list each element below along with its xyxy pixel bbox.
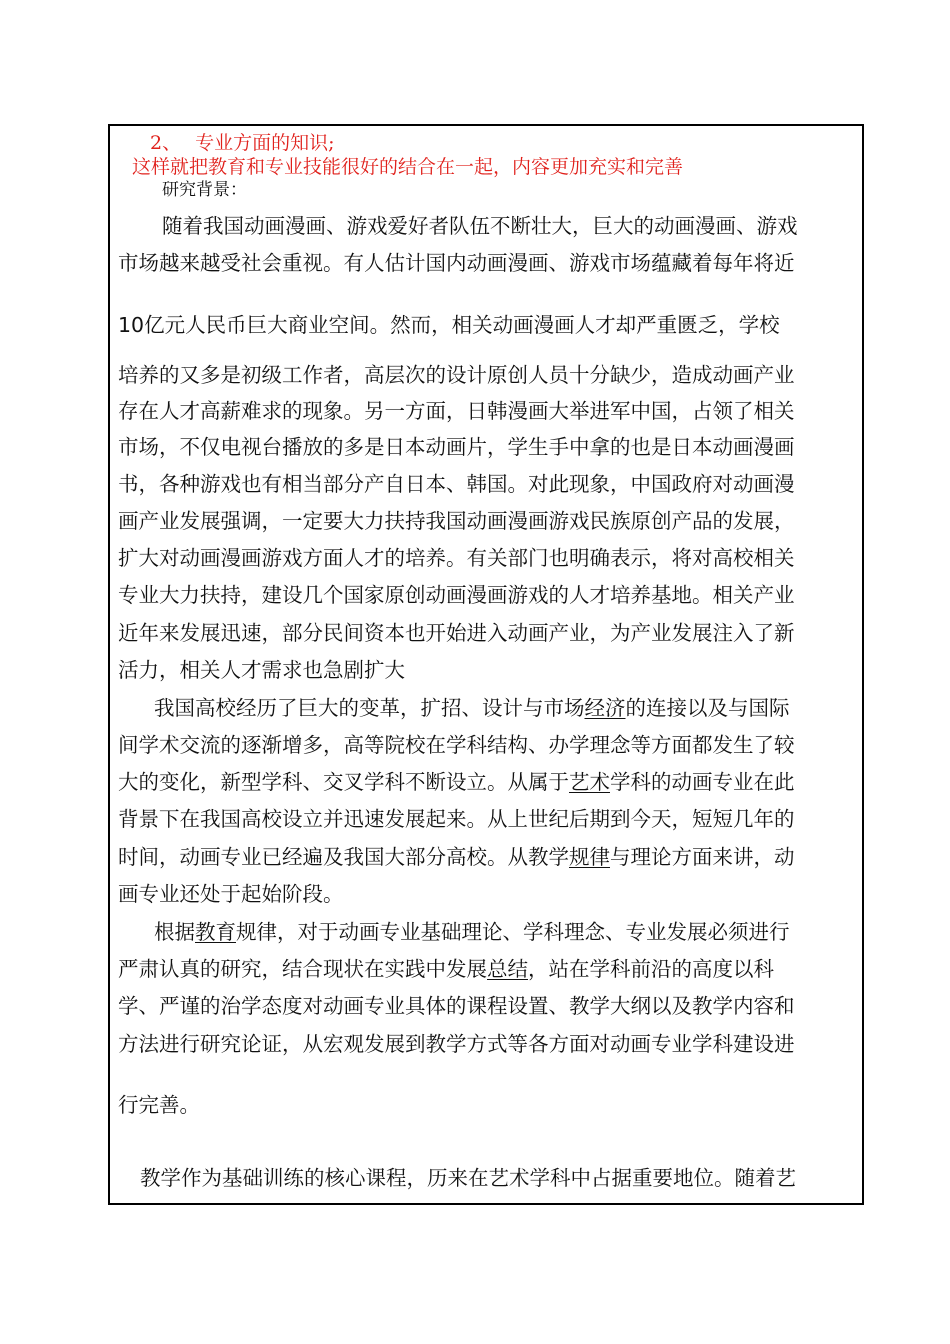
p1-line-3 (118, 312, 780, 338)
link-rules[interactable]: 规律 (569, 845, 610, 869)
p1-line-4: 培养的又多是初级工作者，高层次的设计原创人员十分缺少，造成动画产业 (118, 363, 795, 387)
p4-line-1: 教学作为基础训练的核心课程，历来在艺术学科中占据重要地位。随着艺 (140, 1166, 796, 1190)
p1-line-2: 市场越来越受社会重视。有人估计国内动画漫画、游戏市场蕴藏着每年将近 (118, 251, 795, 275)
p3-line-1: 根据教育规律，对于动画专业基础理论、学科理念、专业发展必须进行 (154, 920, 790, 944)
p1-number: 10 (118, 313, 145, 337)
p1-line-10: 专业大力扶持，建设几个国家原创动画漫画游戏的人才培养基地。相关产业 (118, 583, 795, 607)
section-label: 研究背景： (162, 180, 247, 200)
p2-line-1: 我国高校经历了巨大的变革，扩招、设计与市场经济的连接以及与国际 (154, 696, 790, 720)
p1-line-7: 书，各种游戏也有相当部分产自日本、韩国。对此现象，中国政府对动画漫 (118, 472, 795, 496)
p2-line-6: 画专业还处于起始阶段。 (118, 882, 344, 906)
list-item-2 (150, 130, 335, 156)
link-summary[interactable]: 总结 (487, 957, 528, 981)
p1-line-6: 市场，不仅电视台播放的多是日本动画片，学生手中拿的也是日本动画漫画 (118, 435, 795, 459)
p1-line-9: 扩大对动画漫画游戏方面人才的培养。有关部门也明确表示，将对高校相关 (118, 546, 795, 570)
p1-line-1: 随着我国动画漫画、游戏爱好者队伍不断壮大，巨大的动画漫画、游戏 (162, 214, 798, 238)
link-economy[interactable]: 经济 (584, 696, 626, 720)
p2-line-5: 时间，动画专业已经遍及我国大部分高校。从教学规律与理论方面来讲，动 (118, 845, 795, 869)
p1-line-5: 存在人才高薪难求的现象。另一方面，日韩漫画大举进军中国，占领了相关 (118, 399, 795, 423)
p1-line-3-text: 亿元人民币巨大商业空间。然而，相关动画漫画人才却严重匮乏，学校 (144, 313, 780, 337)
link-art[interactable]: 艺术 (569, 770, 610, 794)
p2-line-2: 间学术交流的逐渐增多，高等院校在学科结构、办学理念等方面都发生了较 (118, 733, 795, 757)
document-frame (108, 124, 864, 1205)
p1-line-11: 近年来发展迅速，部分民间资本也开始进入动画产业，为产业发展注入了新 (118, 621, 795, 645)
p3-line-4: 方法进行研究论证，从宏观发展到教学方式等各方面对动画专业学科建设进 (118, 1032, 795, 1056)
list-text: 专业方面的知识; (195, 132, 335, 154)
list-number: 2、 (150, 132, 182, 154)
summary-line: 这样就把教育和专业技能很好的结合在一起，内容更加充实和完善 (132, 156, 684, 178)
p3-line-2: 严肃认真的研究，结合现状在实践中发展总结，站在学科前沿的高度以科 (118, 957, 774, 981)
p3-line-3: 学、严谨的治学态度对动画专业具体的课程设置、教学大纲以及教学内容和 (118, 994, 795, 1018)
p2-line-4: 背景下在我国高校设立并迅速发展起来。从上世纪后期到今天，短短几年的 (118, 807, 795, 831)
p1-line-12: 活力，相关人才需求也急剧扩大 (118, 658, 405, 682)
p3-line-5: 行完善。 (118, 1093, 200, 1117)
p2-line-3: 大的变化，新型学科、交叉学科不断设立。从属于艺术学科的动画专业在此 (118, 770, 795, 794)
link-education[interactable]: 教育 (195, 920, 236, 944)
p1-line-8: 画产业发展强调，一定要大力扶持我国动画漫画游戏民族原创产品的发展， (118, 509, 795, 533)
